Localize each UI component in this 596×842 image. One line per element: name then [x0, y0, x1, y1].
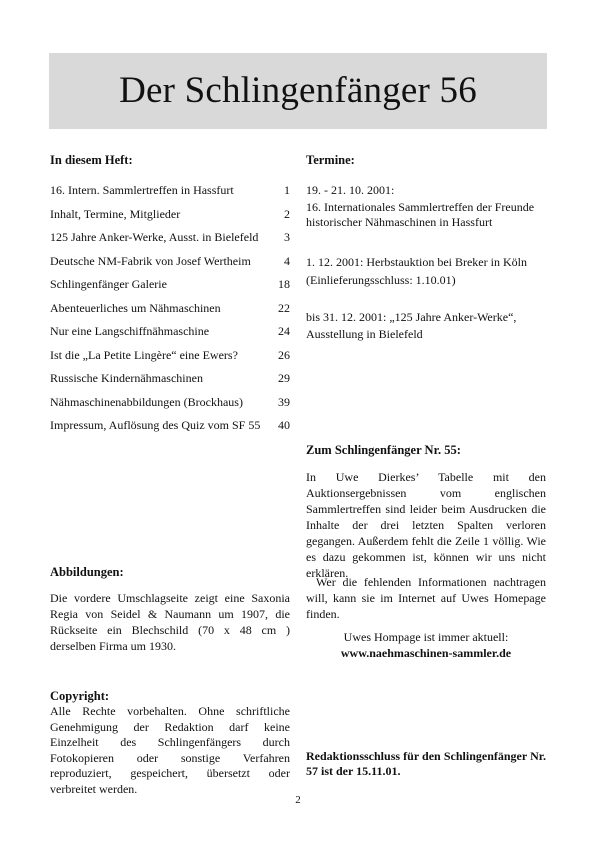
toc-item-title: Abenteuerliches um Nähmaschinen: [50, 300, 221, 315]
abbildungen-text: Die vordere Umschlagseite zeigt eine Saxonia Regia von Seidel & Naumann um 1907, die Rückseite ein Blechschild (70 x 48 cm ) derselben Firma um 1930.: [50, 591, 290, 653]
toc-item-page: 39: [278, 394, 290, 409]
toc-item-title: 125 Jahre Anker-Werke, Ausst. in Bielefeld: [50, 230, 259, 244]
toc-item-title: Nur eine Langschiffnähmaschine: [50, 324, 210, 338]
homepage-url[interactable]: www.naehmaschinen-sammler.de: [340, 646, 512, 660]
toc-item: [50, 207, 290, 225]
toc-item-title: Russische Kindernähmaschinen: [50, 371, 203, 385]
toc-item-page: 22: [278, 300, 290, 315]
toc-item-page: 4: [284, 253, 290, 268]
copyright-heading: Copyright:: [50, 689, 110, 703]
event-line: 1. 12. 2001: Herbstauktion bei Breker in Köln: [306, 255, 527, 269]
event-date: 19. - 21. 10. 2001:: [306, 183, 395, 197]
toc-item: [50, 395, 290, 413]
toc-item-page: 29: [278, 371, 290, 385]
termine-event-3: [306, 310, 546, 342]
toc-heading: In diesem Heft:: [50, 153, 133, 167]
event-line: bis 31. 12. 2001: „125 Jahre Anker-Werke“,: [306, 310, 517, 324]
toc-item-title: Impressum, Auflösung des Quiz vom SF 55: [50, 418, 261, 432]
toc-item: [50, 183, 290, 201]
toc-item: [50, 371, 290, 389]
event-line: 16. Internationales Sammlertreffen der Freunde: [306, 200, 535, 214]
termine-event-2: [306, 255, 546, 288]
copyright-text: Alle Rechte vorbehalten. Ohne schriftliche Genehmigung der Redaktion darf keine Einzelheit des Schlingenfängers durch Fotokopieren oder sonstige Verfahren reproduziert, gespeichert, übersetzt oder verbreitet werden.: [50, 704, 290, 796]
toc-item-page: 18: [278, 277, 290, 291]
toc-item: [50, 301, 290, 319]
toc-item-title: Ist die „La Petite Lingère“ eine Ewers?: [50, 347, 238, 362]
toc-item-page: 40: [278, 418, 290, 432]
toc-item: [50, 230, 290, 248]
homepage-note: Uwes Hompage ist immer aktuell:: [343, 630, 509, 644]
toc-item: [50, 277, 290, 295]
toc-item-title: Schlingenfänger Galerie: [50, 277, 167, 291]
toc-item: [50, 254, 290, 272]
sf55-paragraph-1: In Uwe Dierkes’ Tabelle mit den Auktionsergebnissen vom englischen Sammlertreffen sind leider beim Ausdrucken die Inhalte der drei letzten Spalten verloren gegangen. Außerdem fehlt die Zeile 1 völlig. Wie es dazu gekommen ist, können wir uns nicht erklären.: [306, 470, 546, 580]
sf55-heading: Zum Schlingenfänger Nr. 55:: [306, 443, 461, 457]
termine-event-1: [306, 183, 546, 230]
title-banner: [49, 53, 547, 129]
toc-item-page: 1: [284, 183, 290, 197]
toc-item-title: Nähmaschinenabbildungen (Brockhaus): [50, 394, 243, 409]
event-line: historischer Nähmaschinen in Hassfurt: [306, 215, 493, 229]
toc-item-page: 26: [278, 347, 290, 362]
sf55-paragraph-2: Wer die fehlenden Informationen nachtragen will, kann sie im Internet auf Uwes Homepage finden.: [306, 575, 546, 621]
page-number: 2: [295, 794, 301, 806]
termine-heading: Termine:: [306, 153, 355, 167]
toc-item-title: Inhalt, Termine, Mitglieder: [50, 206, 181, 221]
toc-item-page: 2: [284, 206, 290, 221]
event-line: (Einlieferungsschluss: 1.10.01): [306, 273, 456, 287]
redaktionsschluss-note: Redaktionsschluss für den Schlingenfänger Nr. 57 ist der 15.11.01.: [306, 749, 546, 778]
abbildungen-heading: Abbildungen:: [50, 565, 124, 579]
toc-item: [50, 418, 290, 436]
toc-item-page: 24: [278, 324, 290, 338]
page-title: Der Schlingenfänger 56: [119, 70, 477, 111]
toc-item-title: Deutsche NM-Fabrik von Josef Wertheim: [50, 253, 251, 268]
toc-item: [50, 324, 290, 342]
toc-item-page: 3: [284, 230, 290, 244]
toc-item-title: 16. Intern. Sammlertreffen in Hassfurt: [50, 183, 234, 197]
event-line: Ausstellung in Bielefeld: [306, 327, 423, 341]
toc-item: [50, 348, 290, 366]
